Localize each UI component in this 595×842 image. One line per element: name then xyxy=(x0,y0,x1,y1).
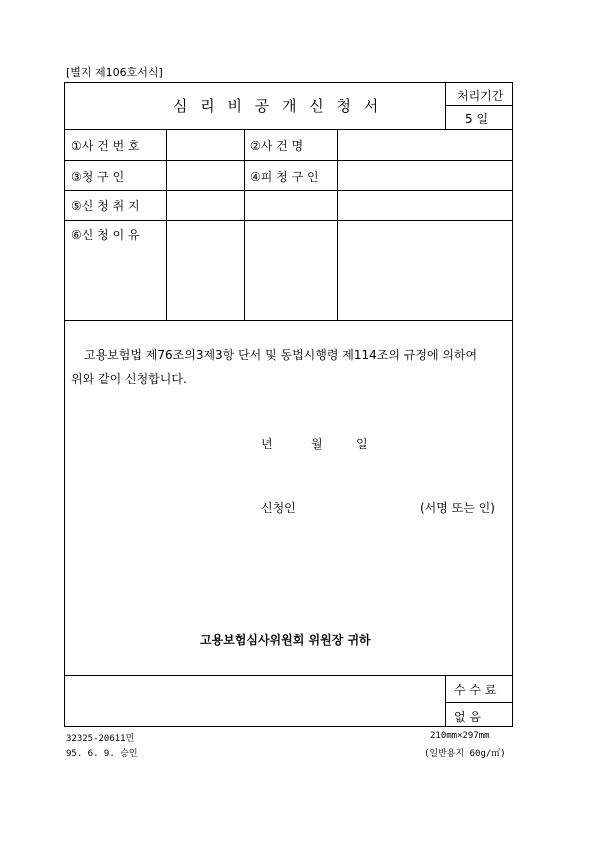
divider xyxy=(445,105,512,106)
applicant-label: 신청인 xyxy=(261,501,296,515)
respondent-label: ④피 청 구 인 xyxy=(250,170,319,184)
date-day: 일 xyxy=(356,437,368,451)
signature-seal-note: (서명 또는 인) xyxy=(420,501,495,515)
purpose-label: ⑤신 청 취 지 xyxy=(71,199,140,213)
date-month: 월 xyxy=(311,437,323,451)
divider xyxy=(445,83,446,129)
case-number-label: ①사 건 번 호 xyxy=(71,139,140,153)
divider xyxy=(445,675,446,726)
statement-line-2: 위와 같이 신청합니다. xyxy=(71,372,187,386)
reason-label: ⑥신 청 이 유 xyxy=(71,228,140,242)
processing-period-value: 5 일 xyxy=(465,112,489,126)
respondent-field[interactable] xyxy=(338,161,511,189)
divider xyxy=(65,320,512,321)
form-title: 심 리 비 공 개 신 청 서 xyxy=(173,97,383,115)
processing-period-label: 처리기간 xyxy=(457,89,504,103)
addressee: 고용보험심사위원회 위원장 귀하 xyxy=(200,633,371,647)
fee-label: 수 수 료 xyxy=(454,683,497,697)
application-form xyxy=(64,82,513,727)
petitioner-field[interactable] xyxy=(167,161,243,189)
paper-size: 210mm×297mm xyxy=(430,731,490,741)
case-name-label: ②사 건 명 xyxy=(250,139,304,153)
divider xyxy=(445,702,512,703)
applicant-name-field[interactable] xyxy=(305,493,415,517)
petitioner-label: ③청 구 인 xyxy=(71,170,125,184)
statement-line-1: 고용보험법 제76조의3제3항 단서 및 동법시행령 제114조의 규정에 의하여 xyxy=(84,348,478,362)
purpose-field[interactable] xyxy=(167,191,511,219)
approval-date: 95. 6. 9. 승인 xyxy=(66,749,138,759)
reason-field[interactable] xyxy=(167,221,511,319)
case-number-field[interactable] xyxy=(167,130,243,159)
fee-value: 없 음 xyxy=(454,710,481,724)
paper-type: (일반용지 60g/㎡) xyxy=(424,749,506,759)
form-code: 32325-20611민 xyxy=(66,734,135,744)
form-number-tag: [별지 제106호서식] xyxy=(66,66,163,79)
case-name-field[interactable] xyxy=(338,130,511,159)
date-year: 년 xyxy=(261,437,273,451)
